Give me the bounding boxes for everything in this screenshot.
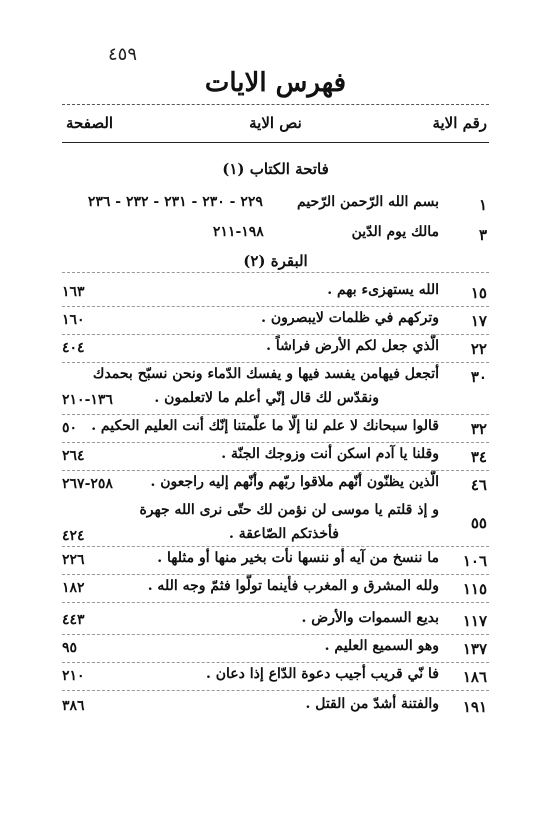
table-row — [62, 446, 489, 470]
header-divider — [62, 142, 489, 143]
verse-text: قالوا سبحانك لا علم لنا إلّا ما علّمتنا إنّك أنت العليم الحكيم . — [91, 418, 439, 434]
verse-number: ١٨٦ — [462, 668, 487, 686]
section-heading-fatiha: فاتحة الكتاب (١) — [222, 160, 329, 178]
page-ref: ١٦٣ — [62, 284, 85, 300]
page-ref: ٤٠٤ — [62, 340, 85, 356]
page-title: فهرس الايات — [204, 68, 347, 98]
page-ref: ٩٥ — [62, 640, 78, 656]
page-ref: ٢٢٦ — [62, 552, 85, 568]
verse-text: ما ننسخ من آيه أو ننسها نأت بخير منها أو مثلها . — [157, 550, 439, 566]
table-row — [62, 474, 489, 498]
page-ref: ٢٦٤ — [62, 448, 85, 464]
verse-number: ١٣٧ — [462, 640, 487, 658]
row-divider — [62, 470, 489, 471]
verse-text: و إذ قلتم يا موسى لن نؤمن لك حتّى نرى الله جهرة — [139, 502, 439, 518]
table-row — [62, 310, 489, 334]
row-divider — [62, 414, 489, 415]
section-heading-baqara: البقرة (٢) — [243, 252, 308, 270]
page-ref: ١٦٠ — [62, 312, 85, 328]
verse-number: ١١٥ — [462, 580, 487, 598]
header-verse-number: رقم الاية — [432, 114, 487, 132]
verse-number: ١٥ — [470, 284, 487, 302]
table-row — [62, 550, 489, 574]
verse-text: الّذين يظنّون أنّهم ملاقوا ربّهم وأنّهم إليه راجعون . — [150, 474, 439, 490]
table-row — [62, 194, 489, 218]
verse-number: ٥٥ — [470, 514, 487, 532]
row-divider — [62, 546, 489, 547]
page-ref: ٤٤٣ — [62, 612, 85, 628]
verse-number: ١٧ — [470, 312, 487, 330]
section-divider — [62, 272, 489, 273]
page-ref: ٤٢٤ — [62, 528, 85, 544]
row-divider — [62, 574, 489, 575]
verse-number: ١١٧ — [462, 612, 487, 630]
verse-text — [62, 224, 439, 240]
verse-number: ٣٢ — [470, 420, 487, 438]
row-divider — [62, 662, 489, 663]
page-ref: ٣٨٦ — [62, 698, 85, 714]
verse-number: ٣٤ — [470, 448, 487, 466]
row-divider — [62, 362, 489, 363]
table-row — [62, 282, 489, 306]
verse-text-continued: فأخذتكم الصّاعقة . — [228, 526, 339, 542]
table-row — [62, 338, 489, 362]
verse-number: ١ — [478, 196, 487, 214]
table-row — [62, 418, 489, 442]
verse-number: ٣ — [478, 226, 487, 244]
verse-text: الله يستهزىء بهم . — [327, 282, 439, 298]
verse-text-continued: ونقدّس لك قال إنّي أعلم ما لاتعلمون . — [154, 390, 379, 406]
row-divider — [62, 334, 489, 335]
table-row — [62, 578, 489, 602]
verse-number: ١٩١ — [462, 698, 487, 716]
verse-number: ٤٦ — [470, 476, 487, 494]
page-ref: ١٩٨-٢١١ — [212, 224, 264, 240]
verse-text: وهو السميع العليم . — [324, 638, 439, 654]
page-ref: ٢٢٩ - ٢٣٠ - ٢٣١ - ٢٣٢ - ٢٣٦ — [87, 194, 263, 210]
table-row — [62, 638, 489, 662]
table-row — [62, 224, 489, 248]
verse-text — [62, 194, 439, 210]
page-ref: ٢١٠ — [62, 668, 85, 684]
verse-text: ولله المشرق و المغرب فأينما تولّوا فثمّ وجه الله . — [147, 578, 439, 594]
page-ref: ٥٠ — [62, 420, 78, 436]
row-divider — [62, 602, 489, 603]
table-row — [62, 696, 489, 720]
row-divider — [62, 442, 489, 443]
header-verse-text: نص الاية — [249, 114, 302, 132]
header-page: الصفحة — [66, 114, 114, 132]
verse-number: ١٠٦ — [462, 552, 487, 570]
verse-text: أتجعل فيهامن يفسد فيها و يفسك الدّماء ونحن نسبّح بحمدك — [92, 366, 439, 382]
row-divider — [62, 634, 489, 635]
page-ref: ١٣٦-٢١٠ — [62, 392, 113, 408]
verse-text-content: مالك يوم الدّين — [351, 224, 439, 240]
table-row — [62, 610, 489, 634]
verse-text: وتركهم في ظلمات لايبصرون . — [261, 310, 439, 326]
verse-text: الّذي جعل لكم الأرض فراشاً . — [266, 338, 439, 354]
table-row — [62, 666, 489, 690]
table-row — [62, 366, 489, 414]
verse-text: بديع السموات والأرض . — [301, 610, 439, 626]
verse-text: والفتنة أشدّ من القتل . — [305, 696, 439, 712]
row-divider — [62, 690, 489, 691]
verse-text-content: بسم الله الرّحمن الرّحيم — [297, 194, 439, 210]
verse-number: ٣٠ — [470, 368, 487, 386]
page-number-handwritten: ٤٥٩ — [108, 44, 138, 65]
row-divider — [62, 306, 489, 307]
verse-number: ٢٢ — [470, 340, 487, 358]
dotted-divider — [62, 104, 489, 105]
table-row — [62, 502, 489, 550]
page-ref: ١٨٢ — [62, 580, 85, 596]
verse-text: فا نّي قريب أجيب دعوة الدّاع إذا دعان . — [205, 666, 439, 682]
verse-text: وقلنا يا آدم اسكن أنت وزوجك الجنّة . — [221, 446, 439, 462]
page-ref: ٢٥٨-٢٦٧ — [62, 476, 113, 492]
